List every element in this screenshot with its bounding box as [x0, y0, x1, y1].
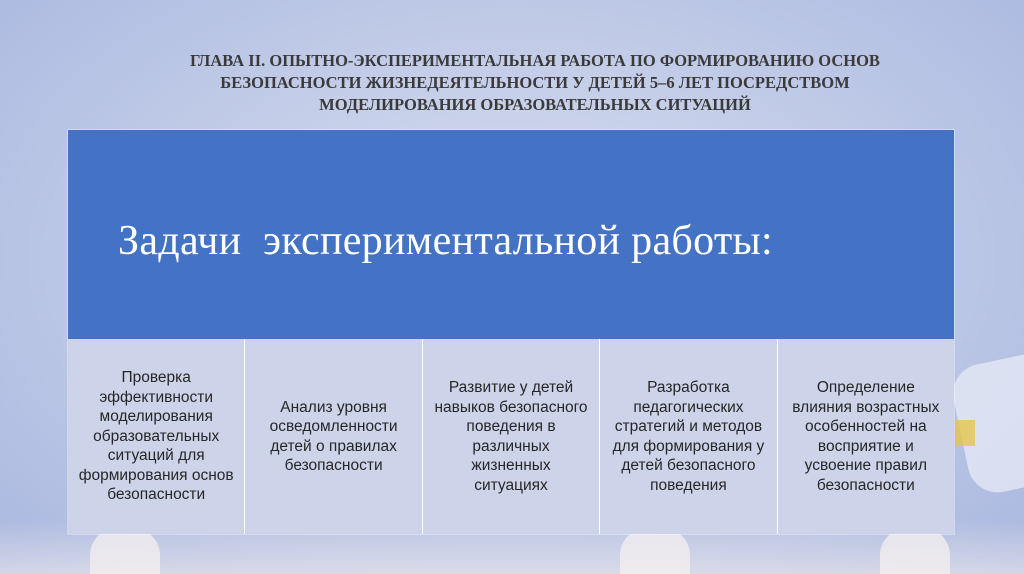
task-text: Анализ уровня осведомленности детей о правилах безопасности — [269, 398, 398, 474]
table-cell — [245, 339, 422, 534]
task-text: Разработка педагогических стратегий и методов для формирования у детей безопасного поведения — [612, 379, 765, 494]
table-header-text: Задачи экспериментальной работы: — [118, 218, 773, 264]
table-cell — [68, 339, 245, 534]
task-text: Определение влияния возрастных особенностей на восприятие и усвоение правил безопасности — [792, 379, 940, 494]
task-text: Проверка эффективности моделирования образовательных ситуаций для формирования основ безопасности — [78, 369, 234, 504]
table-cell — [778, 339, 954, 534]
table-header — [68, 130, 954, 339]
table-row — [68, 339, 954, 534]
slide-title — [100, 50, 970, 116]
table-cell — [600, 339, 777, 534]
tasks-table — [68, 130, 954, 534]
background-decoration-flag — [955, 420, 975, 446]
slide-title-line: ГЛАВА II. ОПЫТНО-ЭКСПЕРИМЕНТАЛЬНАЯ РАБОТА ПО ФОРМИРОВАНИЮ ОСНОВ — [190, 51, 880, 70]
slide-title-line: МОДЕЛИРОВАНИЯ ОБРАЗОВАТЕЛЬНЫХ СИТУАЦИЙ — [319, 95, 751, 114]
slide-title-line: БЕЗОПАСНОСТИ ЖИЗНЕДЕЯТЕЛЬНОСТИ У ДЕТЕЙ 5–6 ЛЕТ ПОСРЕДСТВОМ — [220, 73, 850, 92]
table-cell — [423, 339, 600, 534]
task-text: Развитие у детей навыков безопасного поведения в различных жизненных ситуациях — [434, 379, 588, 494]
